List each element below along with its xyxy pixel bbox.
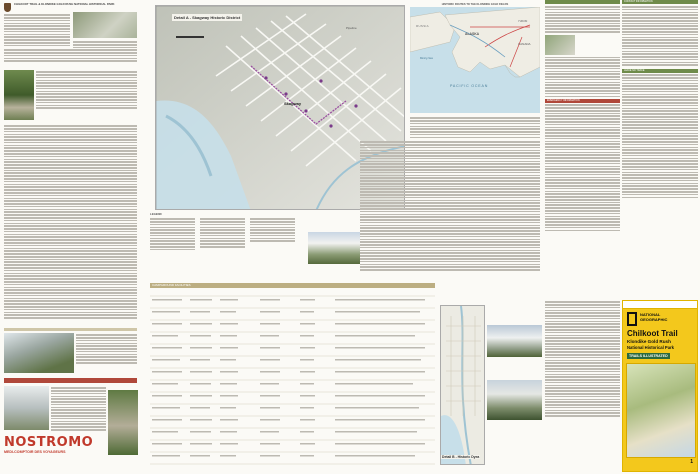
photo-ranger: [73, 12, 137, 38]
legend-block: [150, 212, 300, 282]
legend-col-2: [200, 217, 245, 249]
contact-text: [622, 6, 698, 66]
cover-series-badge: TRAILS ILLUSTRATED: [629, 354, 668, 358]
cover-title-1: Chilkoot Trail: [627, 329, 678, 338]
leave-no-trace-text: [622, 74, 698, 198]
right-emergency-header: EMERGENCY INFORMATION: [545, 99, 620, 103]
photo-creek: [108, 390, 138, 455]
safety-text: [4, 124, 137, 320]
right-header-1: [545, 0, 620, 4]
table-header: CAMPGROUND FACILITIES: [150, 283, 435, 288]
right-text-3: [545, 104, 620, 231]
nps-arrowhead-logo: [4, 3, 11, 12]
dyea-map-graphic: [441, 306, 485, 465]
label-pacific-ocean: PACIFIC OCEAN: [450, 84, 489, 88]
regulations-text: [76, 333, 137, 365]
ng-logo: [627, 312, 637, 326]
legend-header: LEGEND: [150, 212, 162, 216]
detail-b-title: Detail B - Historic Dyea: [442, 455, 480, 459]
label-canada: CANADA: [518, 42, 531, 46]
left-panel-heading: CHILKOOT TRAIL & KLONDIKE GOLD RUSH NATIONAL HISTORICAL PARK: [14, 2, 115, 6]
trail-desc-text: [36, 70, 137, 110]
detail-a-title: Detail A - Skagway Historic District: [174, 15, 241, 20]
overview-map-panel[interactable]: [410, 2, 540, 114]
left-bottom-header-bar: [4, 378, 137, 383]
photo-river-valley: [4, 333, 74, 373]
photo-snow-pass: [4, 386, 49, 430]
campground-table: [150, 283, 435, 469]
intro-text: [4, 13, 70, 48]
history-text-1: [360, 140, 540, 272]
photo-trail-stairs: [4, 70, 34, 120]
cover-number: 1: [690, 459, 693, 465]
right-text-2: [545, 57, 620, 98]
cover-map-image: [626, 363, 696, 458]
photo-chilkoot-peaks: [487, 325, 542, 357]
cover-top-strip: [623, 301, 697, 309]
overview-caption: [410, 116, 540, 139]
pipeline-label: Pipeline: [346, 26, 357, 30]
bottom-left-text: [51, 386, 106, 432]
nostromo-watermark: [4, 430, 104, 470]
right-bottom-list: [545, 300, 620, 418]
watermark-tagline: MEDI-COMPTOIR DES VOYAGEURS: [4, 450, 66, 454]
label-russia: RUSSIA: [416, 24, 429, 28]
photo-chilkoot-valley: [487, 380, 542, 420]
label-bering-sea: Bering Sea: [420, 57, 433, 60]
right-leave-no-trace-header: LEAVE NO TRACE: [622, 69, 698, 73]
legend-col-1: [150, 217, 195, 252]
trail-intro-text: [4, 48, 137, 63]
left-subhead-bar: [4, 328, 137, 331]
left-text-panel: [0, 0, 140, 474]
detail-a-scale-bar: [176, 36, 204, 38]
right-text-panel-1: [545, 0, 620, 300]
ng-brand-2: GEOGRAPHIC: [640, 317, 668, 322]
table-grid: [150, 288, 435, 468]
legend-col-3: [250, 217, 295, 243]
label-alaska: ALASKA: [465, 32, 480, 36]
ng-brand-1: NATIONAL: [640, 312, 661, 317]
right-contact-header: CONTACT INFORMATION: [622, 0, 698, 4]
right-text-1: [545, 6, 620, 33]
cover-title-3: National Historical Park: [627, 345, 675, 350]
label-yukon: YUKON: [518, 20, 528, 23]
cover-title-2: Klondike Gold Rush: [627, 339, 671, 344]
cover-panel[interactable]: [622, 300, 698, 472]
overview-map-header: HISTORIC ROUTES TO THE KLONDIKE GOLD FIELDS: [441, 3, 509, 6]
photo-mountains: [308, 232, 360, 264]
skagway-label: Skagway: [284, 101, 302, 106]
detail-b-dyea-map[interactable]: [440, 305, 485, 465]
watermark-name: NOSTROMO: [4, 435, 94, 450]
photo-hiker: [545, 35, 575, 55]
right-text-panel-2: [622, 0, 698, 300]
